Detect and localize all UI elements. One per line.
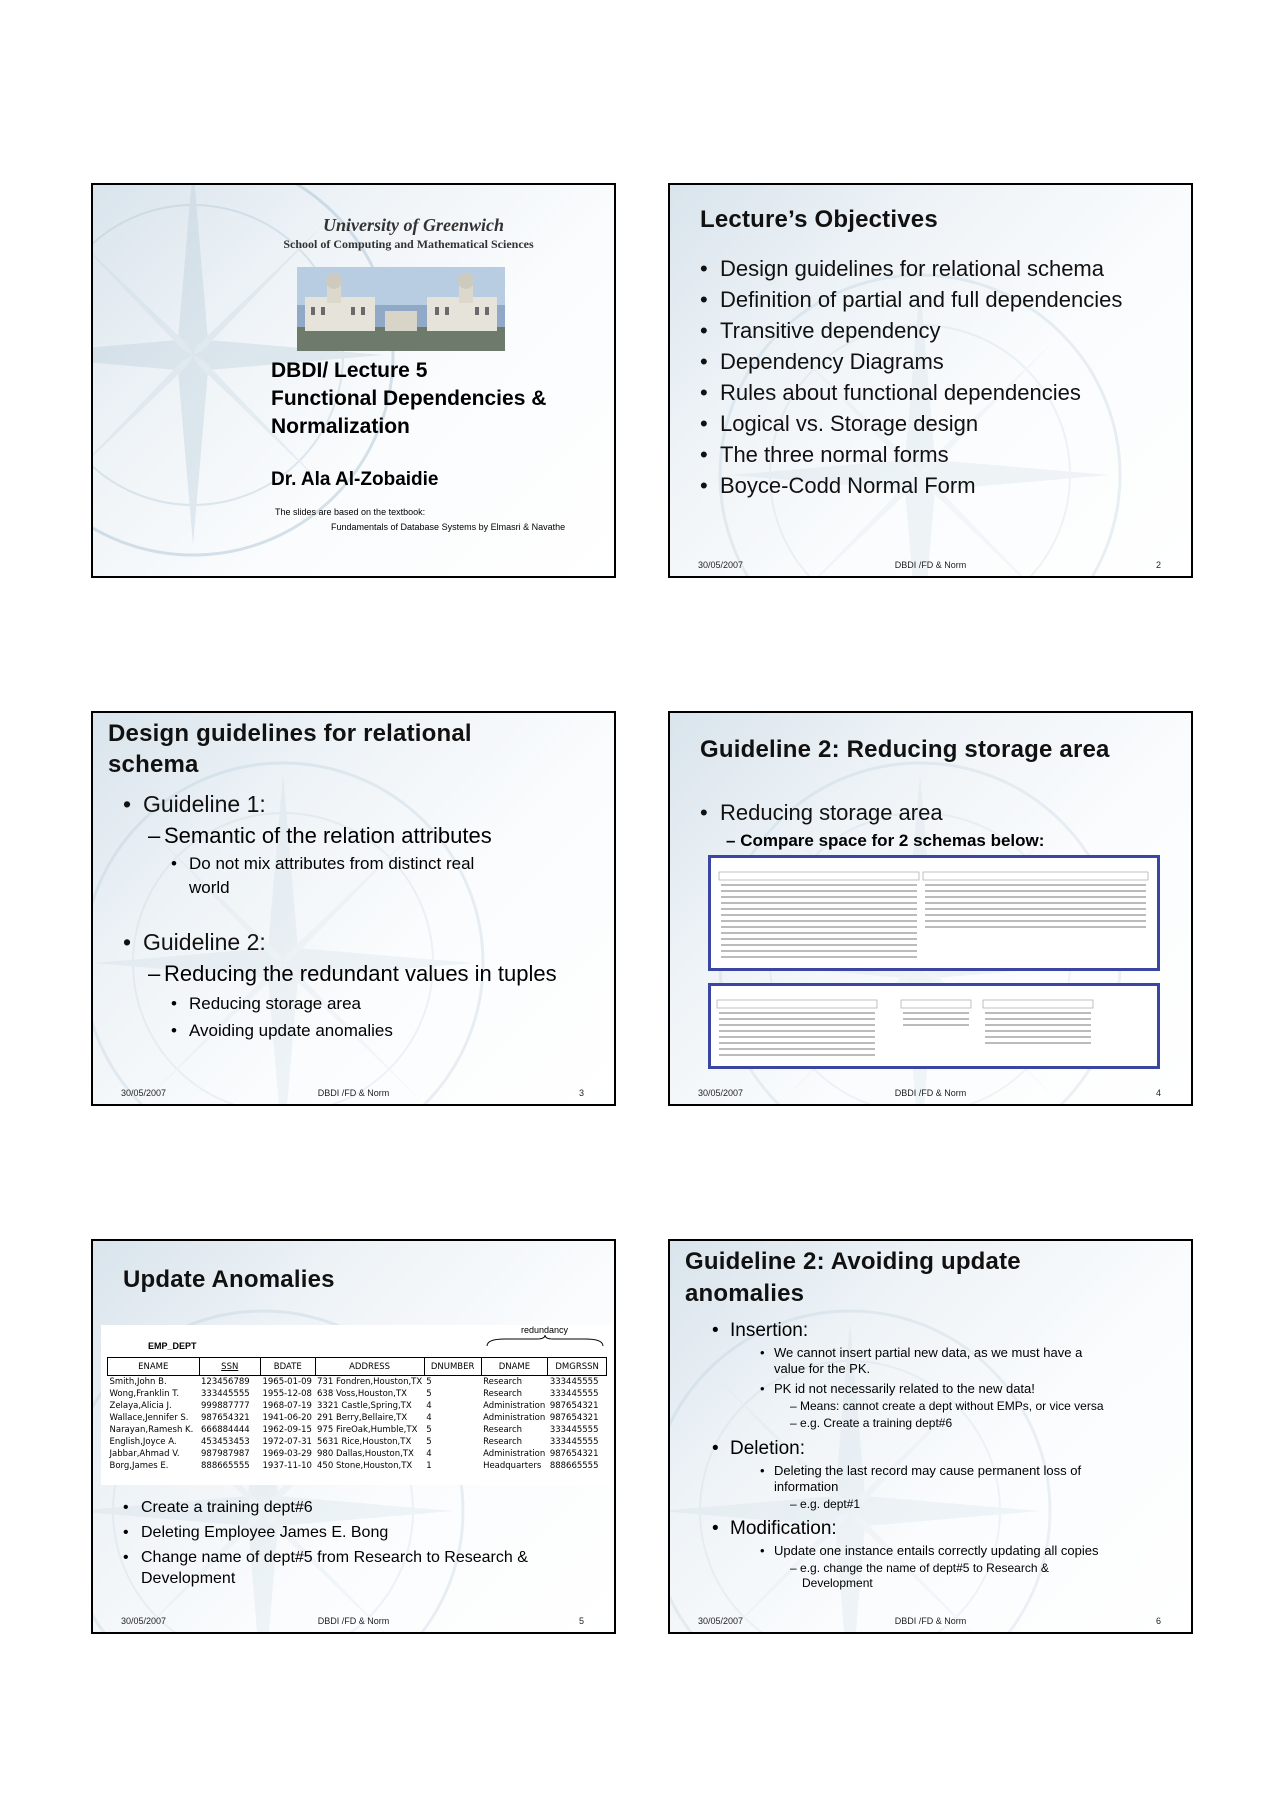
slide-title: Lecture’s Objectives	[700, 206, 938, 233]
table-cell: 291 Berry,Bellaire,TX	[317, 1413, 408, 1423]
table-cell: 5	[426, 1377, 432, 1387]
course-label: DBDI/ Lecture 5	[271, 359, 428, 382]
slide-number: 3	[578, 1088, 584, 1098]
table-cell: 888665555	[201, 1461, 250, 1471]
table-row	[108, 1460, 607, 1472]
slide-3	[91, 711, 616, 1106]
table-cell: 450 Stone,Houston,TX	[317, 1461, 413, 1471]
slide-footer	[93, 1088, 614, 1100]
guideline-1-detail-line1: • Do not mix attributes from distinct real	[171, 853, 474, 875]
modification-detail-1: – e.g. change the name of dept#5 to Research &	[790, 1561, 1049, 1575]
column-header: ADDRESS	[315, 1358, 424, 1376]
insertion-detail-2-text: e.g. Create a training dept#6	[800, 1416, 953, 1430]
table-cell: Borg,James E.	[109, 1461, 169, 1471]
table-cell: 1965-01-09	[262, 1377, 312, 1387]
column-header: DNAME	[481, 1358, 548, 1376]
table-cell: 980 Dallas,Houston,TX	[317, 1449, 414, 1459]
guideline-2-item: • Reducing storage area	[171, 993, 361, 1015]
redundancy-brace-icon	[485, 1335, 605, 1347]
table-cell: Zelaya,Alicia J.	[109, 1401, 172, 1411]
slide-6	[668, 1239, 1193, 1634]
table-cell: Administration	[483, 1401, 546, 1411]
slide-date: 30/05/2007	[121, 1616, 167, 1626]
table-row	[108, 1424, 607, 1436]
slide-1	[91, 183, 616, 578]
slide-date: 30/05/2007	[121, 1088, 167, 1098]
table-cell: Research	[483, 1389, 523, 1399]
author-name: Dr. Ala Al-Zobaidie	[271, 469, 439, 490]
slide-title-line2: schema	[108, 751, 199, 778]
guideline-1-detail-line2: world	[189, 878, 230, 897]
textbook-note-2: Fundamentals of Database Systems by Elmasri & Navathe	[331, 522, 566, 532]
table-cell: Wong,Franklin T.	[109, 1389, 180, 1399]
slide-date: 30/05/2007	[698, 560, 744, 570]
table-cell: 5	[426, 1389, 432, 1399]
greenwich-building-image	[297, 267, 505, 351]
list-item: • Rules about functional dependencies	[700, 377, 1122, 408]
deletion-point-1-cont: information	[774, 1479, 839, 1494]
list-item: • Transitive dependency	[700, 315, 1122, 346]
insertion-heading: • Insertion:	[712, 1319, 808, 1343]
table-row	[108, 1400, 607, 1412]
modification-heading: • Modification:	[712, 1517, 837, 1541]
textbook-note-1: The slides are based on the textbook:	[275, 507, 426, 517]
lecture-title-line2: Normalization	[271, 415, 410, 438]
guideline-1-sub: – Semantic of the relation attributes	[148, 821, 492, 851]
table-cell: Research	[483, 1377, 523, 1387]
table-cell: 987654321	[549, 1413, 599, 1423]
table-cell: 123456789	[201, 1377, 250, 1387]
table-cell: 333445555	[549, 1389, 599, 1399]
slide-5	[91, 1239, 616, 1634]
table-cell: Wallace,Jennifer S.	[109, 1413, 189, 1423]
table-cell: Smith,John B.	[109, 1377, 167, 1387]
table-cell: Administration	[483, 1413, 546, 1423]
employee-department-project-thumbnail	[711, 986, 1157, 1066]
table-row	[108, 1436, 607, 1448]
slide-4	[668, 711, 1193, 1106]
table-cell: Jabbar,Ahmad V.	[109, 1449, 180, 1459]
table-cell: 1968-07-19	[262, 1401, 312, 1411]
table-cell: 4	[426, 1413, 432, 1423]
modification-detail-1-cont: Development	[802, 1576, 873, 1590]
modification-detail-1-text: e.g. change the name of dept#5 to Research &	[800, 1561, 1049, 1575]
table-cell: 731 Fondren,Houston,TX	[317, 1377, 423, 1387]
table-body	[108, 1376, 607, 1473]
table-cell: 1972-07-31	[262, 1437, 312, 1447]
deletion-detail-1: – e.g. dept#1	[790, 1497, 861, 1511]
lecture-title-line1: Functional Dependencies &	[271, 387, 547, 410]
table-cell: English,Joyce A.	[109, 1437, 177, 1447]
table-cell: Research	[483, 1437, 523, 1447]
list-item: • Definition of partial and full dependencies	[700, 284, 1122, 315]
table-cell: 4	[426, 1401, 432, 1411]
insertion-detail-1-text: Means: cannot create a dept without EMPs, or vice versa	[800, 1399, 1104, 1413]
table-cell: Administration	[483, 1449, 546, 1459]
emp-dept-table-panel	[101, 1325, 611, 1485]
list-item: • Logical vs. Storage design	[700, 408, 1122, 439]
column-header: SSN	[199, 1358, 260, 1376]
list-item: • The three normal forms	[700, 439, 1122, 470]
table-cell: Research	[483, 1425, 523, 1435]
table-cell: 666884444	[201, 1425, 250, 1435]
table-row	[108, 1376, 607, 1389]
bullet-reducing-storage: • Reducing storage area	[700, 797, 943, 828]
objectives-list	[700, 253, 1122, 501]
table-row	[108, 1412, 607, 1424]
deletion-point-1: • Deleting the last record may cause permanent loss of	[760, 1463, 1081, 1479]
slide-footer	[93, 1616, 614, 1628]
footer-text: DBDI /FD & Norm	[317, 1616, 390, 1626]
table-cell: 1969-03-29	[262, 1449, 312, 1459]
list-item: • Dependency Diagrams	[700, 346, 1122, 377]
slide-footer	[670, 1616, 1191, 1628]
guideline-2-item: • Avoiding update anomalies	[171, 1020, 393, 1042]
table-cell: 3321 Castle,Spring,TX	[317, 1401, 412, 1411]
slide-footer	[670, 1088, 1191, 1100]
compare-schemas-label: – Compare space for 2 schemas below:	[726, 831, 1045, 850]
slide-footer	[670, 560, 1191, 572]
table-cell: 333445555	[201, 1389, 250, 1399]
slide-number: 2	[1155, 560, 1161, 570]
slide-title: Guideline 2: Reducing storage area	[700, 736, 1110, 763]
anomaly-examples	[123, 1495, 528, 1589]
insertion-detail-2: – e.g. Create a training dept#6	[790, 1416, 953, 1430]
table-cell: 888665555	[549, 1461, 599, 1471]
insertion-point-1: • We cannot insert partial new data, as we must have a	[760, 1345, 1082, 1361]
table-cell: 638 Voss,Houston,TX	[317, 1389, 407, 1399]
slide-number: 6	[1155, 1616, 1161, 1626]
column-header: ENAME	[108, 1358, 200, 1376]
slide-number: 5	[578, 1616, 584, 1626]
insertion-detail-1: – Means: cannot create a dept without EMPs, or vice versa	[790, 1399, 1104, 1413]
column-header: DNUMBER	[424, 1358, 481, 1376]
list-item: • Design guidelines for relational schema	[700, 253, 1122, 284]
table-cell: Narayan,Ramesh K.	[109, 1425, 194, 1435]
table-cell: 987987987	[201, 1449, 250, 1459]
list-item: • Change name of dept#5 from Research to Research &	[123, 1547, 528, 1568]
footer-text: DBDI /FD & Norm	[894, 560, 967, 570]
table-row	[108, 1448, 607, 1460]
emp-dept-table	[107, 1357, 607, 1472]
list-item: • Create a training dept#6	[123, 1495, 528, 1520]
table-cell: 333445555	[549, 1425, 599, 1435]
modification-point-1: • Update one instance entails correctly updating all copies	[760, 1543, 1098, 1559]
slide-date: 30/05/2007	[698, 1088, 744, 1098]
deletion-heading: • Deletion:	[712, 1437, 805, 1461]
table-cell: 1941-06-20	[262, 1413, 312, 1423]
deletion-detail-1-text: e.g. dept#1	[800, 1497, 861, 1511]
slide-date: 30/05/2007	[698, 1616, 744, 1626]
insertion-point-1-cont: value for the PK.	[774, 1361, 871, 1376]
slide-number: 4	[1155, 1088, 1161, 1098]
table-row	[108, 1388, 607, 1400]
table-cell: 1	[426, 1461, 432, 1471]
table-cell: 4	[426, 1449, 432, 1459]
table-cell: 453453453	[201, 1437, 250, 1447]
table-name: EMP_DEPT	[148, 1341, 197, 1351]
slide-title: Update Anomalies	[123, 1266, 335, 1293]
table-cell: 333445555	[549, 1437, 599, 1447]
table-cell: 987654321	[549, 1401, 599, 1411]
column-header: BDATE	[260, 1358, 315, 1376]
slide-title-line1: Design guidelines for relational	[108, 720, 472, 747]
list-item-continuation: Development	[141, 1570, 236, 1587]
slide-2	[668, 183, 1193, 578]
table-cell: 333445555	[549, 1377, 599, 1387]
table-cell: 1937-11-10	[262, 1461, 312, 1471]
list-item: • Deleting Employee James E. Bong	[123, 1520, 528, 1545]
footer-text: DBDI /FD & Norm	[894, 1088, 967, 1098]
table-cell: 5	[426, 1425, 432, 1435]
slide-title-line2: anomalies	[685, 1280, 805, 1307]
table-cell: 999887777	[201, 1401, 250, 1411]
table-cell: 1962-09-15	[262, 1425, 312, 1435]
guideline-2-sub: – Reducing the redundant values in tuples	[148, 959, 557, 989]
schema-box-unnormalized	[708, 855, 1160, 971]
guideline-1: • Guideline 1:	[123, 789, 266, 820]
guideline-2: • Guideline 2:	[123, 927, 266, 958]
table-cell: 5631 Rice,Houston,TX	[317, 1437, 412, 1447]
schema-box-normalized	[708, 983, 1160, 1069]
insertion-point-2: • PK id not necessarily related to the new data!	[760, 1381, 1035, 1397]
footer-text: DBDI /FD & Norm	[317, 1088, 390, 1098]
table-cell: 987654321	[549, 1449, 599, 1459]
slide-title-line1: Guideline 2: Avoiding update	[685, 1248, 1021, 1275]
compare-schemas-text: Compare space for 2 schemas below:	[740, 831, 1045, 850]
footer-text: DBDI /FD & Norm	[894, 1616, 967, 1626]
emp-proj-and-emp-dept-thumbnail	[711, 858, 1157, 968]
list-item: • Boyce-Codd Normal Form	[700, 470, 1122, 501]
university-logo-text: University of Greenwich	[323, 215, 504, 235]
table-cell: Headquarters	[483, 1461, 542, 1471]
redundancy-label: redundancy	[521, 1325, 569, 1335]
column-header: DMGRSSN	[548, 1358, 607, 1376]
table-cell: 987654321	[201, 1413, 250, 1423]
table-cell: 975 FireOak,Humble,TX	[317, 1425, 418, 1435]
table-cell: 1955-12-08	[262, 1389, 312, 1399]
table-cell: 5	[426, 1437, 432, 1447]
school-name: School of Computing and Mathematical Sciences	[283, 237, 534, 251]
